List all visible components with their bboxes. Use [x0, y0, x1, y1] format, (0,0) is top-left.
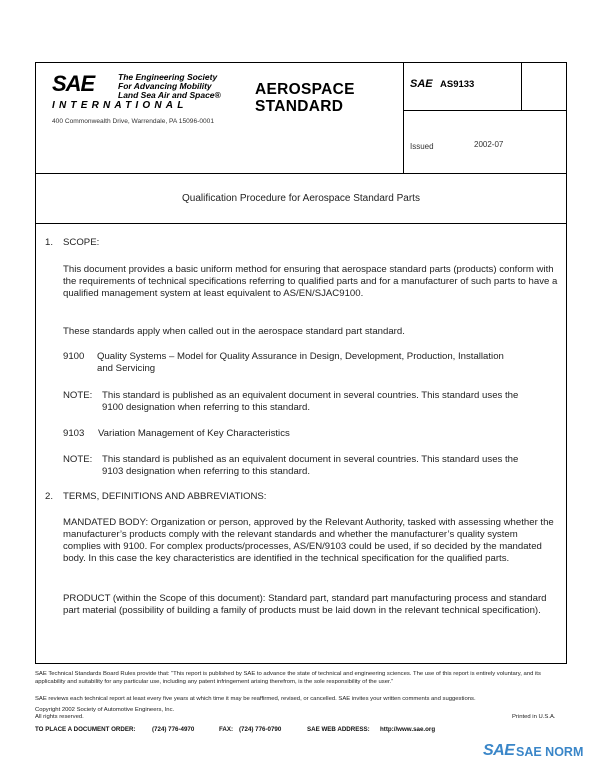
ref-9103-code: 9103 — [63, 428, 85, 439]
doc-type-line-2: STANDARD — [255, 98, 344, 115]
publisher-address: 400 Commonwealth Drive, Warrendale, PA 15096-0001 — [52, 118, 214, 125]
footer-printed: Printed in U.S.A. — [512, 714, 556, 720]
order-phone[interactable]: (724) 776-4970 — [152, 726, 195, 733]
tagline-line-1: The Engineering Society — [118, 72, 218, 82]
fax-number[interactable]: (724) 776-0790 — [239, 726, 282, 733]
doc-number: AS9133 — [440, 79, 475, 90]
footer-rules: SAE Technical Standards Board Rules provide that: “This report is published by SAE to advance the state of technical and engineering sciences. The use of this report is entirely voluntary, and its applicability and suitability for any particular use, including any patent infringement arising therefrom, is the sole responsibility of the user.” — [35, 671, 541, 685]
footer-rights: All rights reserved. — [35, 714, 84, 720]
logo-tagline — [118, 73, 221, 100]
scope-paragraph: This document provides a basic uniform method for ensuring that aerospace standard parts (products) conform with the requirements of technical specifications referring to qualified parts and for a manufacturer of such parts to have a qualified management system at least equivalent to AS/EN/SJAC9100. — [63, 264, 558, 299]
footer-copyright: Copyright 2002 Society of Automotive Engineers, Inc. — [35, 707, 175, 713]
header-divider-2 — [521, 62, 522, 110]
fax-label: FAX: — [219, 726, 234, 733]
tagline-line-3: Land Sea Air and Space® — [118, 90, 221, 100]
ref-9103-title: Variation Management of Key Characteristics — [98, 428, 290, 439]
section-2-heading: TERMS, DEFINITIONS AND ABBREVIATIONS: — [63, 491, 267, 502]
scope-applicability: These standards apply when called out in the aerospace standard part standard. — [63, 326, 405, 337]
issued-label: Issued — [410, 142, 434, 151]
header-divider-1 — [403, 62, 404, 174]
ref-9100-title: Quality Systems – Model for Quality Assurance in Design, Development, Production, Installation and Servicing — [97, 351, 504, 374]
tagline-line-2: For Advancing Mobility — [118, 81, 212, 91]
footer-review: SAE reviews each technical report at least every five years at which time it may be reaffirmed, revised, or cancelled. SAE invites your written comments and suggestions. — [35, 696, 476, 702]
note-1-label: NOTE: — [63, 390, 93, 401]
web-address-link[interactable]: http://www.sae.org — [380, 726, 436, 733]
issued-date: 2002-07 — [474, 140, 504, 149]
sae-small-logo: SAE — [410, 78, 433, 90]
web-label: SAE WEB ADDRESS: — [307, 726, 370, 733]
watermark-sae-mark: SAE — [483, 742, 515, 759]
mandated-body-definition: MANDATED BODY: Organization or person, approved by the Relevant Authority, tasked with assessing whether the manufacturer’s products comply with the relevant standards and whether the manufacturer’s quality system complies with 9100. For complex products/processes, AS/EN/9103 could be used, if so decided by the mandated body. In this case the key characteristics are identified in the technical specification for the qualified parts. — [63, 517, 554, 564]
note-2-label: NOTE: — [63, 454, 93, 465]
doc-type-line-1: AEROSPACE — [255, 81, 355, 98]
watermark-brand: SAE NORM — [516, 745, 584, 759]
section-2-number: 2. — [45, 491, 54, 502]
sae-logo: SAE — [52, 71, 95, 96]
doc-type-title — [255, 81, 355, 115]
section-1-number: 1. — [45, 237, 54, 248]
note-2-text: This standard is published as an equivalent document in several countries. This standard uses the 9103 designation when referring to this standard. — [102, 454, 519, 477]
order-label: TO PLACE A DOCUMENT ORDER: — [35, 726, 136, 733]
logo-international: INTERNATIONAL — [52, 100, 188, 111]
header-divider-3 — [403, 110, 567, 111]
note-1-text: This standard is published as an equivalent document in several countries. This standard uses the 9100 designation when referring to this standard. — [102, 390, 519, 413]
document-title: Qualification Procedure for Aerospace Standard Parts — [182, 193, 420, 204]
product-definition: PRODUCT (within the Scope of this document): Standard part, standard part manufacturing process and standard part material (possibility of building a family of products must be laid down in the relevant technical specification). — [63, 593, 547, 616]
ref-9100-code: 9100 — [63, 351, 85, 362]
section-1-heading: SCOPE: — [63, 237, 100, 248]
